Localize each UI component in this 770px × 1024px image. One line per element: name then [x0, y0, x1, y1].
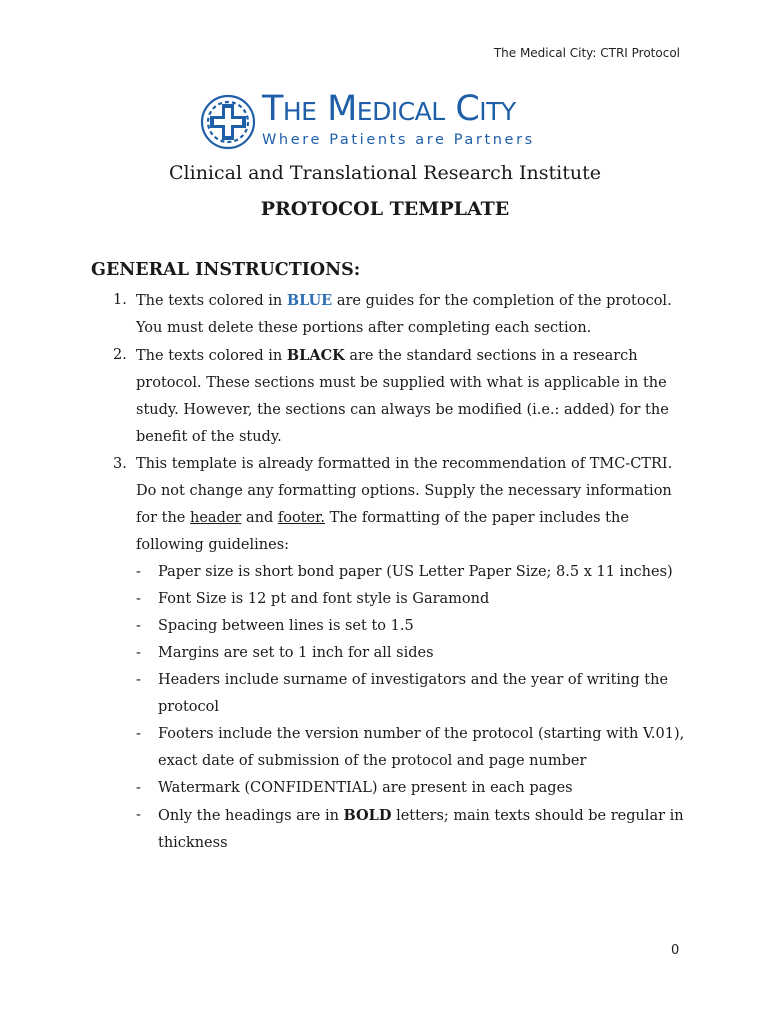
guideline-text: Font Size is 12 pt and font style is Garamond [158, 591, 490, 607]
guideline-text: Spacing between lines is set to 1.5 [158, 618, 414, 634]
logo-title: The Medical City [262, 89, 516, 129]
instruction-item [91, 287, 691, 342]
item-text: are the standard sections in a research protocol. These sections must be supplied with what is applicable in the study. However, the sections can always be modified (i.e.: added) for the benefit of the study. [136, 348, 669, 445]
item-text: are guides for the completion of the protocol. You must delete these portions after completing each section. [136, 293, 672, 336]
guideline-item [91, 667, 691, 721]
dash-marker: - [136, 618, 141, 634]
bold-keyword: BOLD [343, 807, 392, 824]
dash-marker: - [136, 645, 141, 661]
item-text: The formatting of the paper includes the following guidelines: [136, 510, 629, 553]
instruction-item [91, 451, 691, 559]
document-title: PROTOCOL TEMPLATE [260, 198, 510, 220]
cross-emblem-icon [198, 90, 258, 154]
guideline-item [91, 613, 691, 640]
dash-marker: - [136, 672, 141, 688]
item-text: The texts colored in [136, 348, 287, 364]
item-number: 1. [113, 292, 127, 308]
guideline-text: Paper size is short bond paper (US Letter Paper Size; 8.5 x 11 inches) [158, 564, 673, 580]
guideline-text: Watermark (CONFIDENTIAL) are present in each pages [158, 780, 573, 796]
dash-marker: - [136, 726, 141, 742]
guideline-item [91, 721, 691, 775]
guideline-item [91, 559, 691, 586]
guideline-text: Headers include surname of investigators and the year of writing the protocol [158, 672, 669, 715]
black-keyword: BLACK [286, 347, 345, 364]
guideline-item [91, 586, 691, 613]
guideline-text: Margins are set to 1 inch for all sides [158, 645, 434, 661]
item-number: 3. [113, 456, 127, 472]
guideline-text: Footers include the version number of the protocol (starting with V.01), exact date of submission of the protocol and page number [158, 726, 685, 769]
page-number: 0 [671, 943, 680, 958]
blue-keyword: BLUE [286, 292, 333, 309]
item-number: 2. [113, 347, 127, 363]
general-instructions-heading: GENERAL INSTRUCTIONS: [91, 260, 361, 280]
item-text: This template is already formatted in the recommendation of TMC-CTRI. Do not change any formatting options. Supply the necessary information for the [136, 456, 673, 526]
instructions-body [91, 287, 691, 857]
item-text: The texts colored in [136, 293, 287, 309]
guideline-item [91, 775, 691, 802]
dash-marker: - [136, 780, 141, 796]
guideline-text: letters; main texts should be regular in thickness [158, 808, 684, 851]
running-header: The Medical City: CTRI Protocol [493, 46, 680, 60]
guideline-item [91, 640, 691, 667]
item-text: and [241, 510, 278, 526]
instruction-item [91, 342, 691, 451]
footer-link: footer. [277, 510, 326, 526]
institute-name: Clinical and Translational Research Institute [169, 162, 601, 184]
dash-marker: - [136, 807, 141, 823]
dash-marker: - [136, 564, 141, 580]
medical-city-logo [198, 90, 578, 154]
dash-marker: - [136, 591, 141, 607]
guideline-text: Only the headings are in [158, 808, 344, 824]
guideline-item [91, 802, 691, 857]
logo-tagline: Where Patients are Partners [262, 132, 535, 148]
header-link: header [190, 510, 242, 526]
